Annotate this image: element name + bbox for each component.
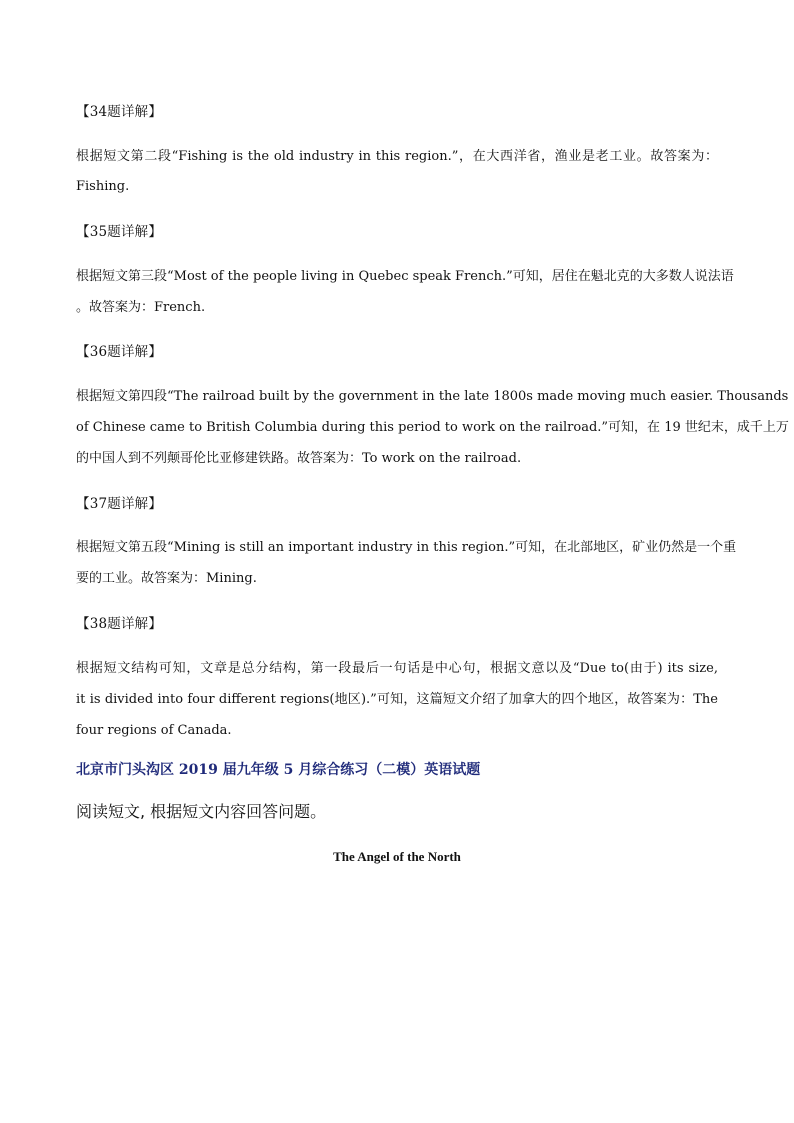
reading-instruction: 阅读短文, 根据短文内容回答问题。 [76,802,327,821]
section-heading-36: 【36题详解】 [76,344,163,360]
section-38-line-3: four regions of Canada. [76,723,232,738]
section-34-line-2: Fishing. [76,179,130,194]
exam-title: 北京市门头沟区 2019 届九年级 5 月综合练习（二模）英语试题 [76,762,481,778]
section-heading-38: 【38题详解】 [76,616,163,632]
section-34-line-1: 根据短文第二段“Fishing is the old industry in this region.”，在大西洋省，渔业是老工业。故答案为： [76,149,718,164]
section-36-line-3: 的中国人到不列颠哥伦比亚修建铁路。故答案为：To work on the railroad. [76,451,522,466]
section-37-line-2: 要的工业。故答案为：Mining. [76,571,257,586]
section-35-line-1: 根据短文第三段“Most of the people living in Quebec speak French.”可知，居住在魁北克的大多数人说法语 [76,269,734,284]
section-heading-34: 【34题详解】 [76,104,163,120]
section-36-line-2: of Chinese came to British Columbia during this period to work on the railroad.”可知，在 19 世纪末，成千上万 [76,420,789,435]
section-heading-37: 【37题详解】 [76,496,163,512]
section-38-line-2: it is divided into four different regions(地区).”可知，这篇短文介绍了加拿大的四个地区，故答案为：The [76,692,718,707]
section-heading-35: 【35题详解】 [76,224,163,240]
section-37-line-1: 根据短文第五段“Mining is still an important industry in this region.”可知，在北部地区，矿业仍然是一个重 [76,540,737,555]
section-38-line-1: 根据短文结构可知，文章是总分结构，第一段最后一句话是中心句，根据文意以及“Due to(由于) its size, [76,661,718,676]
passage-title: The Angel of the North [333,849,461,864]
section-35-line-2: 。故答案为：French. [76,300,206,315]
section-36-line-1: 根据短文第四段“The railroad built by the government in the late 1800s made moving much easier. Thousands [76,389,789,404]
